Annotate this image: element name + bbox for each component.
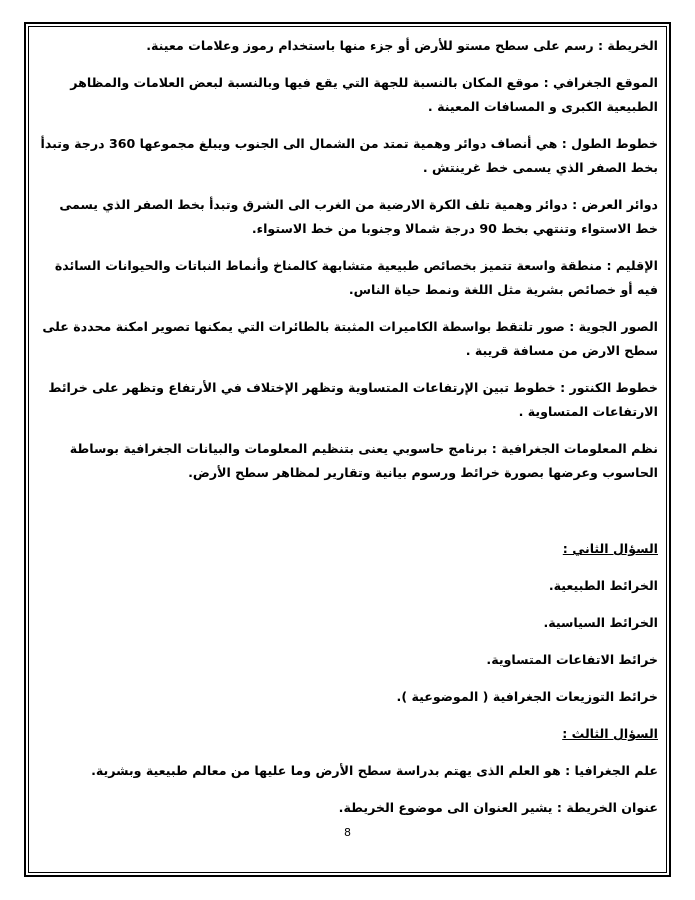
question-2-item: خرائط التوزيعات الجغرافية ( الموضوعية ). <box>396 689 658 704</box>
definition-geographic-location: الموقع الجغرافي : موقع المكان بالنسبة للجهة التي يقع فيها وبالنسبة لبعض العلامات والمظاهر الطبيعية الكبرى و المسافات المعينة . <box>70 75 658 114</box>
question-2-item: الخرائط الطبيعية. <box>548 578 658 593</box>
definition-latitude-circles: دوائر العرض : دوائر وهمية تلف الكرة الارضية من الغرب الى الشرق وتبدأ بخط الصفر الذي يسمى خط الاستواء وتنتهي بخط 90 درجة شمالا وجنوبا من خط الاستواء. <box>59 197 658 236</box>
question-3-item: عنوان الخريطة : يشير العنوان الى موضوع الخريطة. <box>338 800 658 815</box>
definition-longitude-lines: خطوط الطول : هي أنصاف دوائر وهمية تمتد من الشمال الى الجنوب ويبلغ مجموعها 360 درجة وتبدأ بخط الصفر الذي يسمى خط غرينتش . <box>40 136 658 175</box>
page-number: 8 <box>344 826 351 839</box>
definition-gis: نظم المعلومات الجغرافية : برنامج حاسوبي يعنى بتنظيم المعلومات والبيانات الجغرافية بوساطة الحاسوب وعرضها بصورة خرائط ورسوم بيانية وتقارير لمظاهر سطح الأرض. <box>69 441 658 480</box>
definition-region: الإقليم : منطقة واسعة تتميز بخصائص طبيعية متشابهة كالمناخ وأنماط النباتات والحيوانات السائدة فيه أو خصائص بشرية مثل اللغة ونمط حياة الناس. <box>54 258 658 297</box>
definition-aerial-photos: الصور الجوية : صور تلتقط بواسطة الكاميرات المثبتة بالطائرات التي يمكنها تصوير امكنة محددة على سطح الارض من مسافة قريبة . <box>42 319 658 358</box>
question-3-heading: السؤال الثالث : <box>562 726 658 741</box>
question-2-item: الخرائط السياسية. <box>543 615 658 630</box>
definition-contour-lines: خطوط الكنتور : خطوط تبين الإرتفاعات المتساوية وتظهر الإختلاف في الأرتفاع وتظهر على خرائط الارتفاعات المتساوية . <box>48 380 658 419</box>
document-body <box>36 34 658 833</box>
definition-map: الخريطة : رسم على سطح مستو للأرض أو جزء منها باستخدام رموز وعلامات معينة. <box>146 38 658 53</box>
question-2-heading: السؤال الثاني : <box>562 541 658 556</box>
question-3-item: علم الجغرافيا : هو العلم الذى يهتم بدراسة سطح الأرض وما عليها من معالم طبيعية وبشرية. <box>91 763 658 778</box>
question-2-item: خرائط الاتفاعات المتساوية. <box>486 652 658 667</box>
